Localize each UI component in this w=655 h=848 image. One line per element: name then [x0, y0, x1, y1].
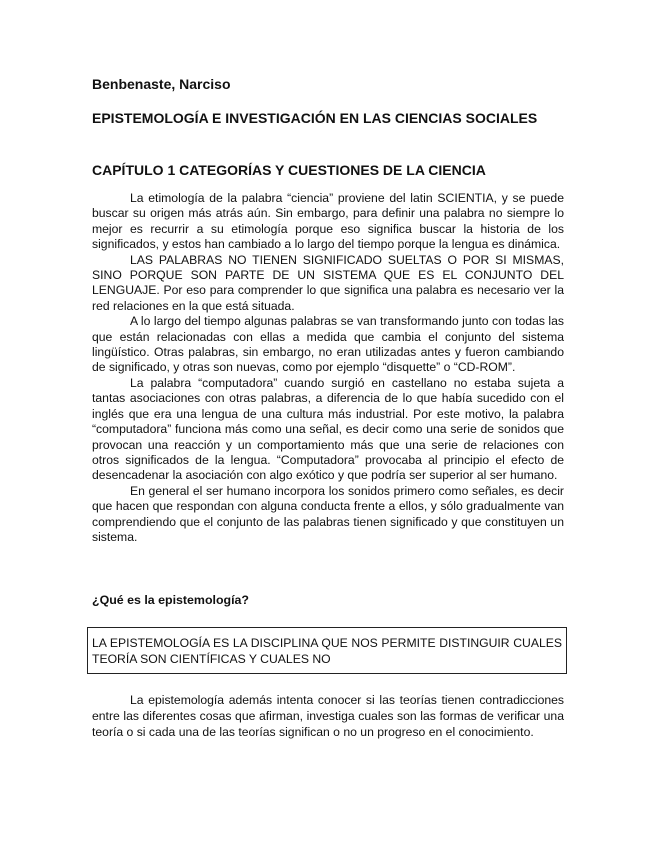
definition-box: LA EPISTEMOLOGÍA ES LA DISCIPLINA QUE NOS PERMITE DISTINGUIR CUALES TEORÍA SON CIENTÍFICAS Y CUALES NO: [87, 627, 567, 674]
final-paragraph: La epistemología además intenta conocer si las teorías tienen contradicciones entre las diferentes cosas que afirman, investiga cuales son las formas de verificar una teoría o si cada una de las teorías significan o no un progreso en el conocimiento.: [92, 693, 564, 739]
section-question: ¿Qué es la epistemología?: [92, 593, 249, 607]
body-text: [92, 191, 564, 545]
paragraph: En general el ser humano incorpora los sonidos primero como señales, es decir que hacen que respondan con alguna conducta frente a ellos, y sólo gradualmente van comprendiendo que el conjunto de las palabras tienen significado y que constituyen un sistema.: [92, 483, 564, 544]
paragraph: A lo largo del tiempo algunas palabras se van transformando junto con todas las que están relacionadas con ellas a medida que cambia el conjunto del sistema lingüístico. Otras palabras, sin embargo, no eran utilizadas antes y fueron cambiando de significado, y otras son nuevas, como por ejemplo “disquette” o “CD-ROM”.: [92, 314, 564, 375]
paragraph: La palabra “computadora” cuando surgió en castellano no estaba sujeta a tantas asociaciones con otras palabras, a diferencia de lo que había sucedido con el inglés que era una lengua de una cultura más industrial. Por este motivo, la palabra “computadora” funciona más como una señal, es decir como una serie de sonidos que provocan una reacción y un comportamiento más que una serie de relaciones con otros significados de la lengua. “Computadora” provocaba al principio el efecto de desencadenar la asociación con algo exótico y que podría ser superior al ser humano.: [92, 375, 564, 483]
chapter-heading: CAPÍTULO 1 CATEGORÍAS Y CUESTIONES DE LA CIENCIA: [92, 162, 486, 178]
author-name: Benbenaste, Narciso: [92, 76, 231, 92]
document-title: EPISTEMOLOGÍA E INVESTIGACIÓN EN LAS CIENCIAS SOCIALES: [92, 110, 538, 126]
paragraph: La etimología de la palabra “ciencia” proviene del latin SCIENTIA, y se puede buscar su origen más atrás aún. Sin embargo, para definir una palabra no siempre lo mejor es recurrir a su etimología porque eso significa buscar la historia de los significados, y estos han cambiado a lo largo del tiempo porque la lengua es dinámica.: [92, 191, 564, 252]
paragraph: LAS PALABRAS NO TIENEN SIGNIFICADO SUELTAS O POR SI MISMAS, SINO PORQUE SON PARTE DE UN SISTEMA QUE ES EL CONJUNTO DEL LENGUAJE. Por eso para comprender lo que significa una palabra es necesario ver la red relaciones en la que está situada.: [92, 252, 564, 313]
